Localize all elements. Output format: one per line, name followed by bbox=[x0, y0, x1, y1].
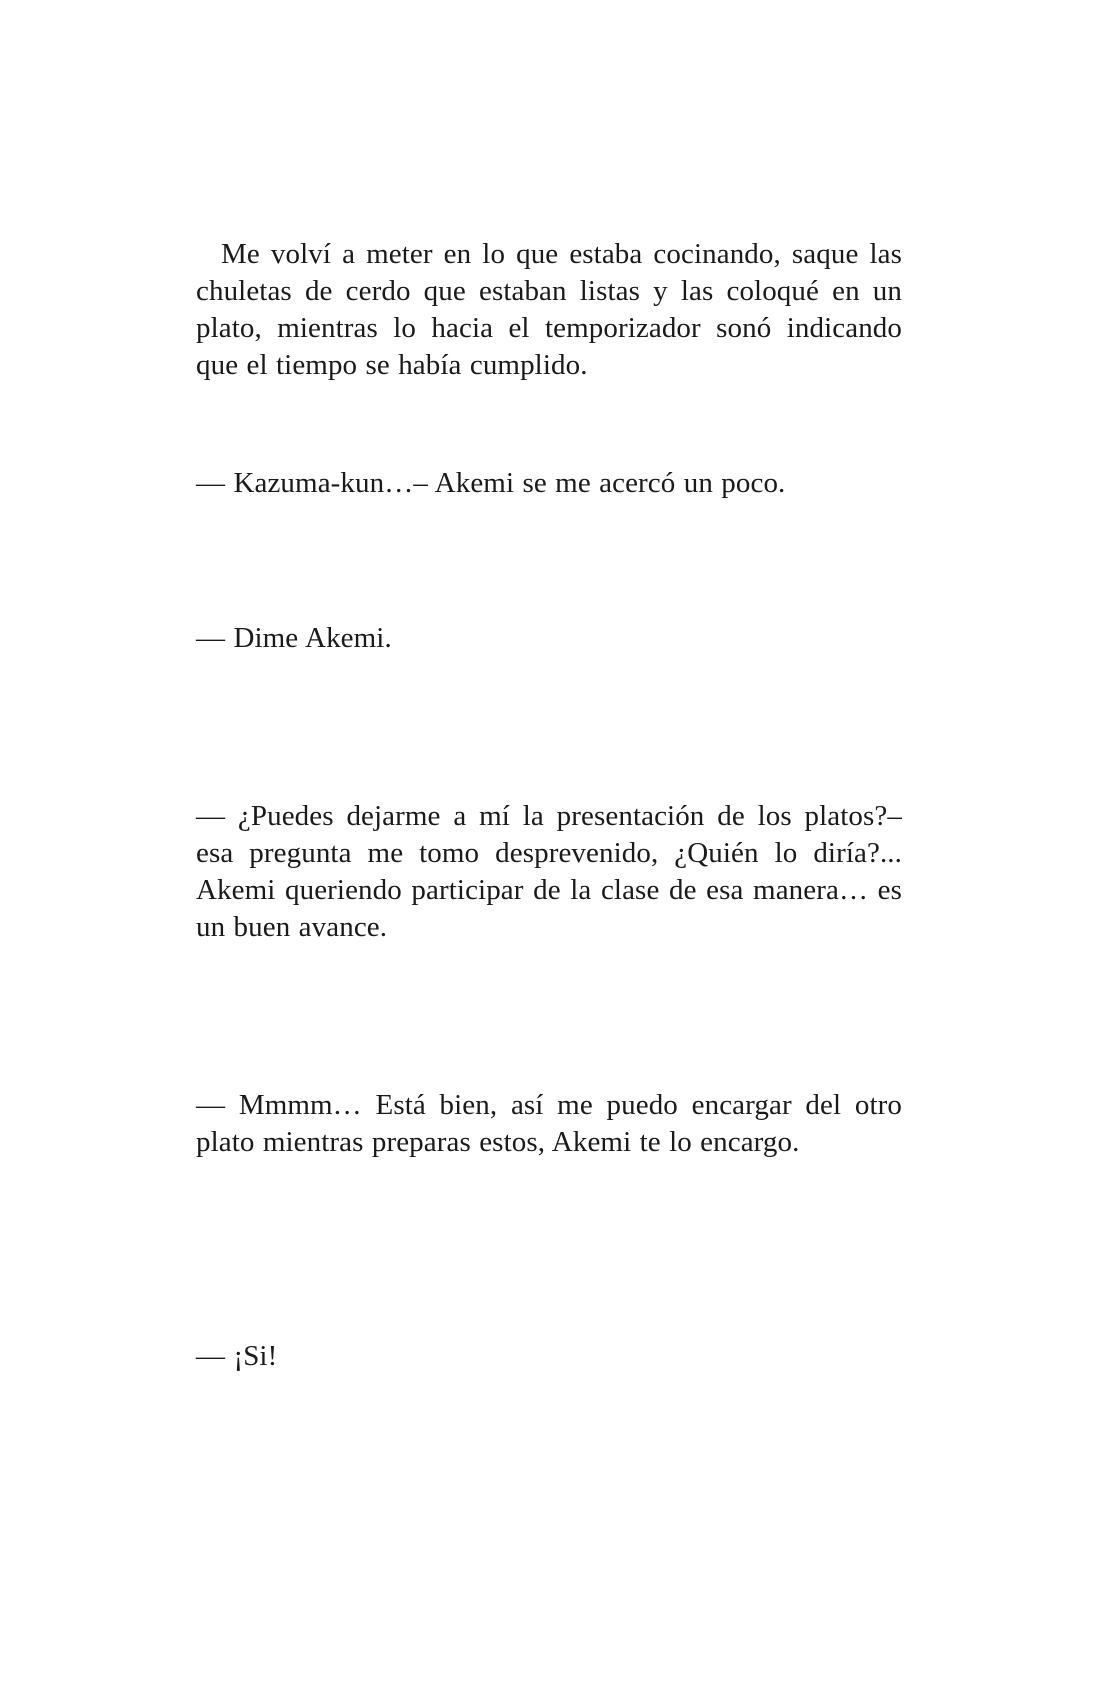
narration-paragraph: Me volví a meter en lo que estaba cocinando, saque las chuletas de cerdo que estaban listas y las coloqué en un plato, mientras lo hacia el temporizador sonó indicando que el tiempo se había cumplido. bbox=[196, 238, 902, 381]
dialogue-kazuma-kun: — Kazuma-kun…– Akemi se me acercó un poco. bbox=[196, 467, 786, 499]
dialogue-si: — ¡Si! bbox=[196, 1340, 278, 1372]
dialogue-dime-akemi: — Dime Akemi. bbox=[196, 622, 392, 654]
dialogue-presentacion-platos: — ¿Puedes dejarme a mí la presentación de los platos?– esa pregunta me tomo desprevenido, ¿Quién lo diría?... Akemi queriendo participar de la clase de esa manera… es un buen avance. bbox=[196, 800, 902, 943]
dialogue-mmmm: — Mmmm… Está bien, así me puedo encargar del otro plato mientras preparas estos, Akemi te lo encargo. bbox=[196, 1089, 902, 1158]
